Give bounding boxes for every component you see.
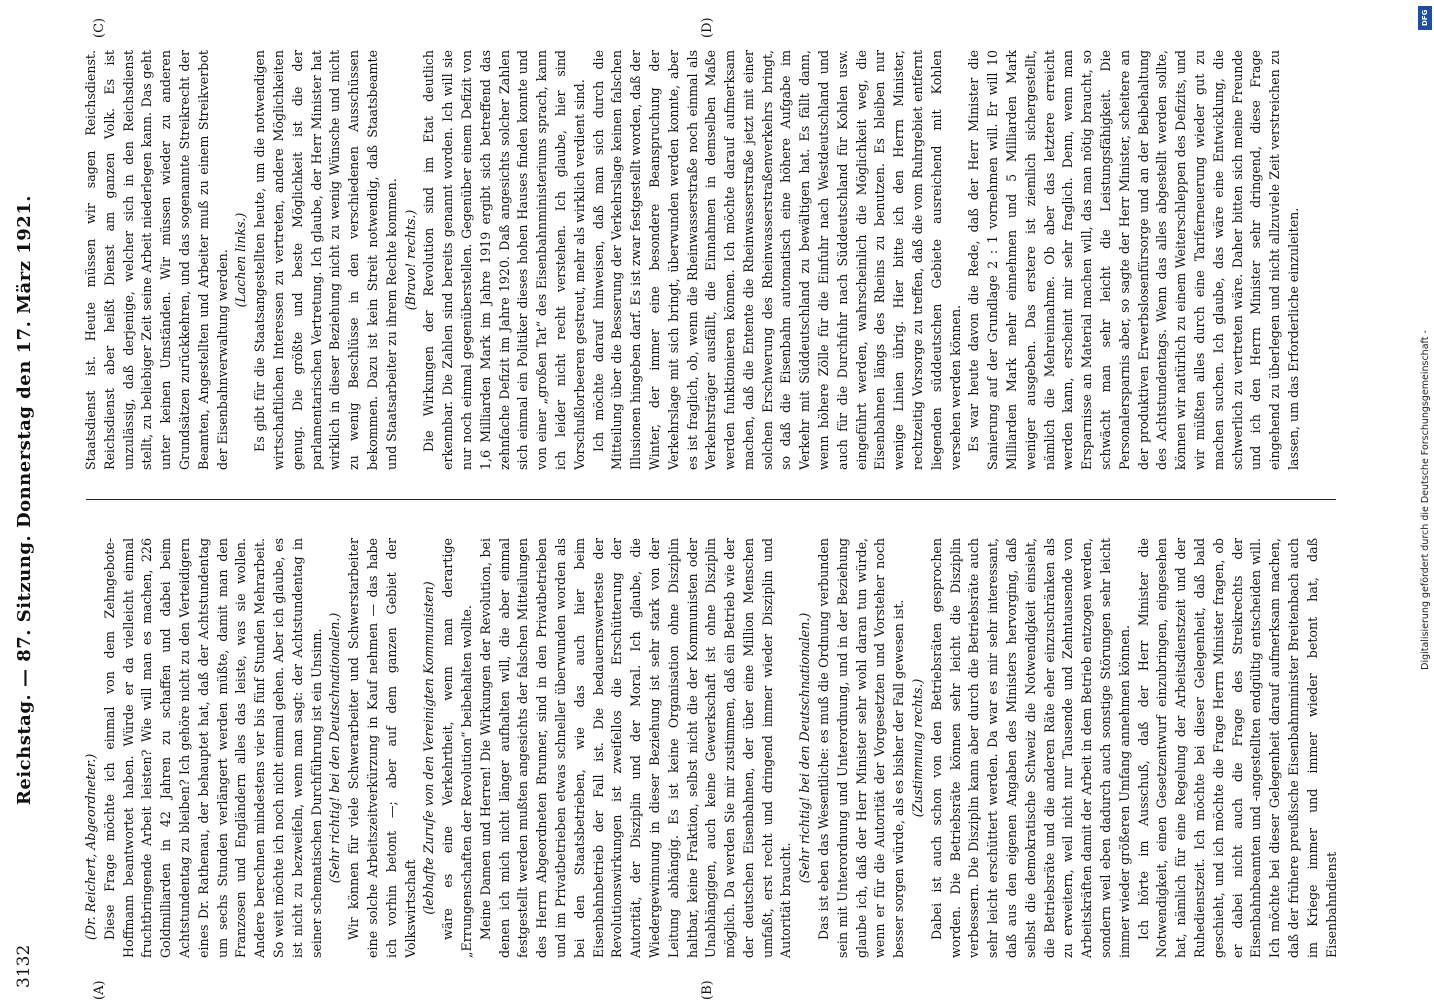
- digitization-sidebar: [1418, 0, 1434, 1000]
- paragraph: Staatsdienst ist. Heute müssen wir sagen Reichsdienst. Reichsdienst aber heißt Dienst am ganzen Volk. Es ist unzulässig, daß derjenige, welcher sich in den Reichsdienst stellt, zu beliebiger Zeit seine Arbeit niederlegen kann. Das geht unter keinen Umständen. Wir müssen wieder zu anderen Grundsätzen zurückkehren, und das sogenannte Streikrecht der Beamten, Angestellten und Arbeiter muß zu einem Streikverbot der Eisenbahnverwaltung werden.: [83, 50, 230, 470]
- column-divider: [86, 499, 1336, 500]
- paragraph: Ich hörte im Ausschuß, daß der Herr Minister die Notwendigkeit, einen Gesetzentwurf einzubringen, eingesehen hat, nämlich für eine Regelung der Arbeitsdienstzeit und der Ruhedienstzeit. Ich möchte bei dieser Gelegenheit, daß bald geschieht, und ich möchte die Frage Herrn Minister fragen, ob er dabei nicht auch die Frage des Streikrechts der Eisenbahnbeamten und -angestellten endgültig entscheiden will. Ich möchte bei dieser Gelegenheit darauf aufmerksam machen, daß der frühere preußische Eisenbahnminister Breitenbach auch im Kriege immer und immer wieder betont hat, daß Eisenbahndienst: [1135, 538, 1339, 958]
- paragraph: Meine Damen und Herren! Die Wirkungen der Revolution, bei denen ich mich nicht länger aufhalten will, die aber einmal festgestellt werden mußten angesichts der falschen Mitteilungen des Herrn Abgeordneten Brunner, sind in den Privatbetrieben und im Privatbetrieben etwas schneller überwunden worden als bei den Staatsbetrieben, wie das auch hier beim Eisenbahnbetrieb der Fall ist. Die bedauernswerteste der Revolutionswirkungen ist zweifellos die Erschütterung der Autorität, der Disziplin und der Moral. Ich glaube, die Wiedergewinnung in dieser Beziehung ist sehr stark von der Leitung abhängig. Es ist keine Organisation ohne Disziplin haltbar, keine Fraktion, selbst nicht die der Kommunisten oder Unabhängigen, auch keine Gewerkschaft ist ohne Disziplin möglich. Da werden Sie mir zustimmen, daß ein Betrieb wie der der deutschen Eisenbahnen, der über eine Million Menschen umfaßt, erst recht und dringend immer wieder Disziplin und Autorität braucht.: [477, 538, 794, 958]
- interjection: (Bravo! rechts.): [402, 209, 418, 311]
- interjection: (Sehr richtig! bei den Deutschnationalen.): [327, 612, 343, 884]
- interjection: (Lachen links.): [233, 212, 249, 308]
- interjection: (lebhafte Zurufe von den Vereinigten Kommunisten): [421, 581, 437, 915]
- paragraph: Es war heute davon die Rede, daß der Herr Minister die Sanierung auf der Grundlage 2 : 1 vornehmen will. Er will 10 Milliarden Mark mehr einnehmen und 5 Milliarden Mark weniger ausgeben. Das erstere ist ziemlich sichergestellt, nämlich die Mehreinnahme. Ob aber das letztere erreicht werden kann, erscheint mir sehr fraglich. Denn, wenn man Ersparnisse an Material machen will, das man nötig braucht, so schwächt man sehr leicht die Leistungsfähigkeit. Die Personalersparnis aber, so sagte der Herr Minister, scheitere an der produktiven Erwerbslosenfürsorge und an der Beibehaltung des Achtstundentags. Wenn das alles abgestellt werden sollte, können wir natürlich zu einem Weiterschleppen des Defizits, und wir müßten alles durch eine Tariferneuerung wieder gut zu machen suchen. Ich glaube, das wäre eine Entwicklung, die schwerlich zu vertreten wäre. Daher bitten sich meine Freunde und ich den Herrn Minister sehr dringend, diese Frage eingehend zu überlegen und nicht allzuviele Zeit verstreichen zu lassen, um das Erforderliche einzuleiten.: [966, 50, 1301, 470]
- paragraph: wäre es eine Verkehrtheit, wenn man derartige „Errungenschaften der Revolution“ beibehalten wollte.: [440, 538, 474, 958]
- speaker-line: (Dr. Reichert, Abgeordneter.): [83, 753, 98, 940]
- paragraph: Diese Frage möchte ich einmal von dem Zehngebote-Hoffmann beantwortet haben. Würde er da vielleicht einmal fruchtbringende Arbeit leisten? Wie will man es machen, 226 Goldmilliarden in 42 Jahren zu schaffen und dabei beim Achtstundentag zu bleiben? Ich gehöre nicht zu den Verteidigern eines Dr. Rathenau, der behauptet hat, daß der Achtstundentag um sechs Stunden verlängert werden müßte, damit man den Franzosen und Engländern alles das leiste, was sie wollen. Andere berechnen mindestens vier bis fünf Stunden Mehrarbeit. So weit möchte ich noch nicht einmal gehen. Aber ich glaube, es ist nicht zu bezweifeln, wenn man sagt: der Achtstundentag in seiner schematischen Durchführung ist ein Unsinn.: [101, 538, 324, 958]
- funding-credit: Digitalisierung gefördert durch die Deutsche Forschungsgemeinschaft -: [1420, 330, 1431, 670]
- page-number: 3132: [14, 944, 34, 988]
- paragraph: Das ist eben das Wesentliche: es muß die Ordnung verbunden sein mit Unterordnung und Unterordnung, und in der Beziehung glaube ich, daß der Herr Minister sehr wohl daran tun würde, wenn er für die Autorität der Vorgesetzten und Vorsteher noch besser sorgen würde, als es bisher der Fall gewesen ist.: [816, 538, 907, 958]
- paragraph: Ich möchte darauf hinweisen, daß man sich durch die Mitteilung über die Besserung der Verkehrslage keinen falschen Illusionen hingeben darf. Es ist zwar festgestellt worden, daß der Winter, der immer eine besondere Beanspruchung der Verkehrslage mit sich bringt, überwunden werden konnte, aber es ist fraglich, ob, wenn die Rheinwasserstraße noch einmal als Verkehrsträger ausfällt, die Einnahmen in demselben Maße werden funktionieren können. Ich möchte darauf aufmerksam machen, daß die Entente die Rheinwasserstraße jetzt mit einer solchen Erschwerung des Rheinwasserstraßenverkehrs bringt, so daß die Eisenbahn automatisch eine höhere Aufgabe im Verkehr mit Süddeutschland zu bewältigen hat. Es fällt dann, wenn höhere Zölle für die Einfuhr nach Westdeutschland und auch für die Durchfuhr nach Süddeutschland für Kohlen usw. eingeführt werden, wahrscheinlich die Möglichkeit weg, die Eisenbahnen längs des Rheins zu benutzen. Es bleiben nur wenige Linien übrig. Hier bitte ich den Herrn Minister, rechtzeitig Vorsorge zu treffen, daß die vom Ruhrgebiet entfernt liegenden süddeutschen Gebiete ausreichend mit Kohlen versehen werden können.: [590, 50, 963, 470]
- left-column: [82, 538, 1342, 958]
- interjection: (Sehr richtig! bei den Deutschnationalen.): [797, 612, 813, 884]
- paragraph: Dabei ist auch schon von den Betriebsräten gesprochen worden. Die Betriebsräte können sehr leicht die Disziplin verbessern. Die Disziplin kann aber durch die Betriebsräte auch sehr leicht erschüttert werden. Da war es mir sehr interessant, daß aus den eigenen Angaben des Ministers hervorging, daß selbst die demokratische Schweiz die Notwendigkeit einsieht, die Betriebsräte und die anderen Räte eher einzuschränken als zu erweitern, weil nicht nur Tausende und Zehntausende von Arbeitskräften damit der Arbeit in dem Betrieb entzogen werden, sondern weil eben dadurch auch sonstige Störungen sehr leicht immer wieder größeren Umfang annehmen können.: [928, 538, 1132, 958]
- paragraph: Es gibt für die Staatsangestellten heute, um die notwendigen wirtschaftlichen Interessen zu vertreten, andere Möglichkeiten genug. Die größte und beste Möglichkeit ist die der parlamentarischen Vertretung. Ich glaube, der Herr Minister hat wirklich in dieser Beziehung nicht zu wenig Wünsche und nicht zu wenig Beschlüsse in den verschiedenen Ausschüssen bekommen. Dazu ist kein Streit notwendig, daß Staatsbeamte und Staatsarbeiter zu ihrem Rechte kommen.: [252, 50, 399, 470]
- interjection: (Zustimmung rechts.): [910, 678, 926, 818]
- margin-marker-c: (C): [92, 17, 107, 38]
- margin-marker-a: (A): [92, 980, 107, 1000]
- margin-marker-d: (D): [700, 17, 715, 38]
- running-title: Reichstag. — 87. Sitzung. Donnerstag den 17. März 1921.: [14, 194, 35, 806]
- margin-marker-b: (B): [700, 980, 715, 1000]
- dfg-logo: DFG: [1418, 6, 1432, 30]
- paragraph: Wir können für viele Schwerarbeiter und Schwerstarbeiter eine solche Arbeitszeitverkürzung in Kauf nehmen — das habe ich vorhin betont —; aber auf dem ganzen Gebiet der Volkswirtschaft: [346, 538, 418, 958]
- page-header: [0, 0, 56, 1000]
- right-column: [82, 50, 1342, 470]
- paragraph: Die Wirkungen der Revolution sind im Etat deutlich erkennbar. Die Zahlen sind bereits genannt worden. Ich will sie nur noch einmal gegenüberstellen. Gegenüber einem Defizit von 1,6 Milliarden Mark im Jahre 1919 ergibt sich betreffend das zehnfache Defizit im Jahre 1920. Daß angesichts solcher Zahlen sich einmal ein Politiker dieses hohen Hauses finden konnte und von einer „großen Tat“ des Eisenbahnministeriums sprach, kann ich leider nicht recht verstehen. Ich glaube, hier sind Vorschußlorbeeren gestreut, mehr als wirklich verdient sind.: [421, 50, 587, 470]
